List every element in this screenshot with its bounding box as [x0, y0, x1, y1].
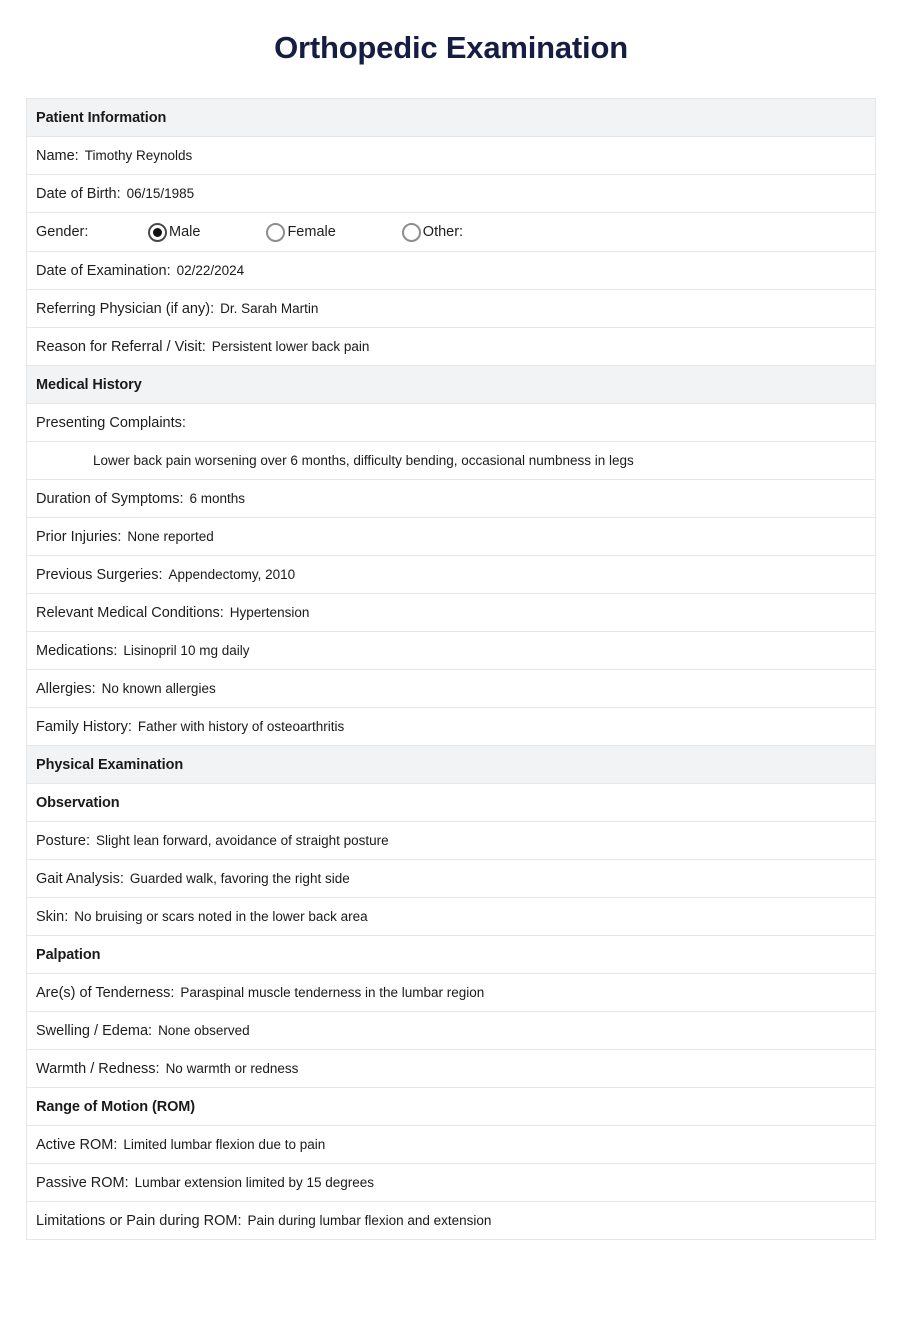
field-value[interactable]: Appendectomy, 2010	[168, 567, 296, 583]
field-label: Gait Analysis:	[36, 870, 124, 887]
field-label: Gender:	[36, 224, 89, 241]
gender-option-label: Female	[287, 224, 336, 241]
subsection-header	[27, 1088, 875, 1126]
gender-radio-group	[148, 223, 463, 242]
field-label: Date of Birth:	[36, 185, 121, 202]
form-row	[27, 822, 875, 860]
section-title: Patient Information	[36, 109, 167, 126]
form-row	[27, 1164, 875, 1202]
form-row	[27, 328, 875, 366]
section-header	[27, 366, 875, 404]
field-value[interactable]: None reported	[127, 529, 214, 545]
form-row	[27, 290, 875, 328]
field-label: Previous Surgeries:	[36, 566, 163, 583]
field-value[interactable]: 6 months	[189, 491, 246, 507]
field-label: Presenting Complaints:	[36, 414, 186, 431]
subsection-header	[27, 784, 875, 822]
form-row	[27, 252, 875, 290]
field-label: Warmth / Redness:	[36, 1060, 160, 1077]
form-row	[27, 632, 875, 670]
radio-unselected-icon[interactable]	[402, 223, 421, 242]
gender-option-label: Other:	[422, 224, 464, 241]
gender-option-male[interactable]	[148, 223, 200, 242]
field-value[interactable]: 06/15/1985	[126, 186, 195, 202]
form-row	[27, 1012, 875, 1050]
field-label: Prior Injuries:	[36, 528, 122, 545]
field-label: Limitations or Pain during ROM:	[36, 1212, 242, 1229]
page-title: Orthopedic Examination	[274, 30, 628, 65]
subsection-title: Observation	[36, 794, 120, 811]
form-row	[27, 974, 875, 1012]
field-label: Name:	[36, 147, 79, 164]
form-row-note	[27, 442, 875, 480]
field-value[interactable]: Limited lumbar flexion due to pain	[123, 1137, 326, 1153]
radio-dot	[153, 228, 162, 237]
section-header	[27, 99, 875, 137]
form-row	[27, 1050, 875, 1088]
field-label: Active ROM:	[36, 1136, 118, 1153]
field-label: Medications:	[36, 642, 118, 659]
section-title: Medical History	[36, 376, 142, 393]
form-row	[27, 898, 875, 936]
field-value[interactable]: Lumbar extension limited by 15 degrees	[134, 1175, 375, 1191]
form-row	[27, 175, 875, 213]
gender-option-label: Male	[169, 224, 201, 241]
form-row-gender	[27, 213, 875, 252]
field-value[interactable]: Dr. Sarah Martin	[220, 301, 319, 317]
examination-form-table	[26, 98, 876, 1240]
form-row	[27, 860, 875, 898]
subsection-title: Palpation	[36, 946, 101, 963]
form-row	[27, 1202, 875, 1240]
field-label: Are(s) of Tenderness:	[36, 984, 175, 1001]
section-header	[27, 746, 875, 784]
field-label: Allergies:	[36, 680, 96, 697]
field-label: Referring Physician (if any):	[36, 300, 215, 317]
form-row	[27, 556, 875, 594]
field-value[interactable]: Lisinopril 10 mg daily	[123, 643, 250, 659]
radio-unselected-icon[interactable]	[266, 223, 285, 242]
field-value[interactable]: Persistent lower back pain	[211, 339, 370, 355]
field-value[interactable]: Father with history of osteoarthritis	[137, 719, 345, 735]
field-label: Skin:	[36, 908, 69, 925]
form-row	[27, 480, 875, 518]
form-row	[27, 670, 875, 708]
subsection-title: Range of Motion (ROM)	[36, 1098, 195, 1115]
field-value[interactable]: No known allergies	[101, 681, 216, 697]
gender-option-other[interactable]	[402, 223, 463, 242]
field-value[interactable]: 02/22/2024	[176, 263, 245, 279]
field-label: Swelling / Edema:	[36, 1022, 153, 1039]
section-title: Physical Examination	[36, 756, 184, 773]
field-value[interactable]: Slight lean forward, avoidance of straight posture	[96, 833, 389, 849]
field-value[interactable]: No bruising or scars noted in the lower back area	[74, 909, 368, 925]
note-text: Lower back pain worsening over 6 months, difficulty bending, occasional numbness in legs	[93, 453, 634, 469]
field-label: Relevant Medical Conditions:	[36, 604, 224, 621]
field-label: Date of Examination:	[36, 262, 171, 279]
form-row	[27, 708, 875, 746]
field-value[interactable]: Guarded walk, favoring the right side	[129, 871, 350, 887]
field-label: Passive ROM:	[36, 1174, 129, 1191]
field-label: Family History:	[36, 718, 132, 735]
form-row	[27, 594, 875, 632]
gender-option-female[interactable]	[266, 223, 335, 242]
subsection-header	[27, 936, 875, 974]
field-value[interactable]: None observed	[158, 1023, 250, 1039]
field-value[interactable]: Paraspinal muscle tenderness in the lumbar region	[180, 985, 485, 1001]
radio-selected-icon[interactable]	[148, 223, 167, 242]
field-value[interactable]: No warmth or redness	[165, 1061, 299, 1077]
field-value[interactable]: Hypertension	[229, 605, 310, 621]
field-label: Reason for Referral / Visit:	[36, 338, 206, 355]
field-label: Posture:	[36, 832, 90, 849]
field-value[interactable]: Timothy Reynolds	[84, 148, 193, 164]
form-row	[27, 404, 875, 442]
field-value[interactable]: Pain during lumbar flexion and extension	[247, 1213, 492, 1229]
form-row	[27, 1126, 875, 1164]
field-label: Duration of Symptoms:	[36, 490, 184, 507]
form-row	[27, 518, 875, 556]
form-row	[27, 137, 875, 175]
